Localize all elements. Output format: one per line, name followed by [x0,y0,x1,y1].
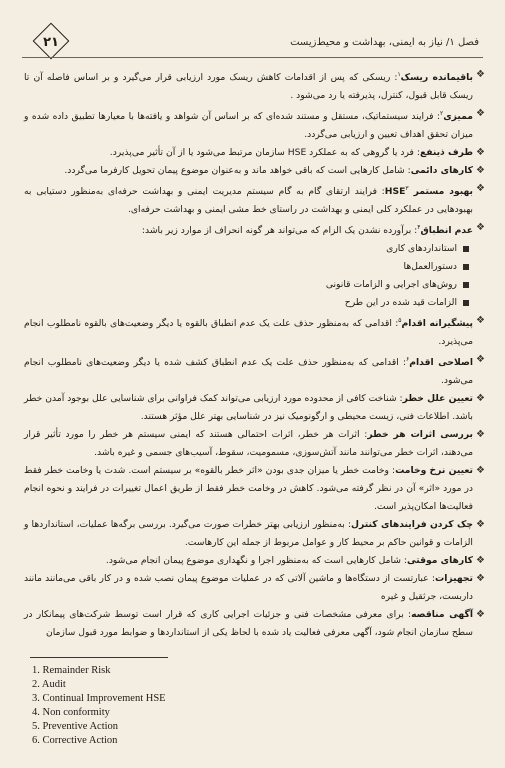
page-header [22,31,483,58]
definition-text: : اثرات هر خطر، اثرات احتمالی هستند که ایمنی سیستم هر خطر را مورد تأثیر قرار می‌دهند، اثرات خطر می‌توانند مانند آتش‌سوزی، مسمومیت، سقوط، آسیب‌های جسمی و غیره باشد. [24,429,473,459]
definition-term: تعیین علل خطر [402,393,473,405]
definition-text: : فرایند سیستماتیک، مستقل و مستند شده‌ای که بر اساس آن شواهد و یافته‌ها با معیارها تطبیق داده شده و میزان تحقق اهداف تعیین و ارزیابی می‌گردد. [24,111,473,141]
diamond-bullet-icon: ❖ [476,609,485,621]
definition-text: : وخامت خطر یا میزان جدی بودن «اثر خطر بالقوه» بر سیستم است. شدت یا وخامت خطر فقط در مورد «اثر» آن در نظر گرفته می‌شود. کاهش در وخامت خطر فقط از طریق اعمال تغییرات در فرایند و نحوه انجام فعالیت‌ها امکان‌پذیر است. [24,465,473,513]
square-bullet-icon [463,300,469,306]
footnote: 6. Corrective Action [32,735,118,746]
definition-text: : اقدامی که به‌منظور حذف علت یک عدم انطباق کشف شده یا دیگر وضعیت‌های نامطلوب انجام می‌شود. [24,357,473,387]
definition-entry [24,606,485,642]
definition-text: : برآورده نشدن یک الزام که می‌تواند هر گونه انحراف از موارد زیر باشد: [141,225,418,237]
definition-term: تعیین نرخ وخامت [395,465,473,477]
diamond-bullet-icon: ❖ [476,519,485,531]
page-number: ۲۱ [34,29,68,55]
sub-list-text: استانداردهای کاری [386,243,457,255]
sub-list-item [24,294,485,312]
definition-text: : شامل کارهایی است که به‌منظور اجرا و نگهداری موضوع پیمان انجام می‌شود. [105,555,407,567]
diamond-bullet-icon: ❖ [476,222,485,234]
definition-entry [24,516,485,552]
diamond-bullet-icon: ❖ [476,108,485,120]
diamond-bullet-icon: ❖ [476,573,485,585]
footnotes [32,664,166,748]
definition-entry [24,552,485,570]
definition-entry [24,570,485,606]
definition-entry [24,312,485,351]
definition-entry [24,66,485,105]
definition-term: آگهی مناقصه [411,609,473,621]
footnote-marker: ۱ [397,71,401,78]
definition-term: پیشگیرانه اقدام [401,318,473,330]
definition-term: تجهیزات [435,573,473,585]
definition-entry [24,390,485,426]
definition-entry [24,105,485,144]
diamond-bullet-icon: ❖ [476,165,485,177]
diamond-bullet-icon: ❖ [476,147,485,159]
diamond-bullet-icon: ❖ [476,555,485,567]
sub-list-item [24,276,485,294]
definition-text: : فرایند ارتقای گام به گام سیستم مدیریت ایمنی و بهداشت حرفه‌ای به‌منظور دستیابی به بهبودهایی در عملکرد کلی ایمنی و بهداشت در راستای خط مشی ایمنی و بهداشت حرفه‌ای. [24,186,473,216]
square-bullet-icon [463,246,469,252]
definition-term: ممیزی [443,111,473,123]
definition-entry [24,144,485,162]
sub-list-text: دستورالعمل‌ها [403,261,457,273]
definition-entry [24,462,485,516]
definition-text: : به‌منظور ارزیابی بهتر خطرات صورت می‌گیرد. بررسی برگه‌ها عملیات، استانداردها و الزامات و قوانین حاکم بر محیط کار و عوامل مربوط از جمله این کارهاست. [24,519,473,549]
footnote: 4. Non conformity [32,707,110,718]
definition-term: بررسی اثرات هر خطر [367,429,473,441]
definition-text: : ریسکی که پس از اقدامات کاهش ریسک مورد ارزیابی قرار می‌گیرد و بر اساس فاصله آن تا ریسک قابل قبول، کنترل، پذیرفته یا رد می‌شود . [24,72,473,102]
footnote: 1. Remainder Risk [32,665,111,676]
diamond-bullet-icon: ❖ [476,465,485,477]
running-head: فصل ۱/ نیاز به ایمنی، بهداشت و محیط‌زیست [290,37,479,48]
footnote: 2. Audit [32,679,66,690]
definition-entry [24,219,485,240]
diamond-bullet-icon: ❖ [476,429,485,441]
page-body [24,66,485,642]
definition-term: کارهای دائمی [410,165,473,177]
diamond-bullet-icon: ❖ [476,354,485,366]
definition-term: عدم انطباق [420,225,473,237]
definition-text: : اقدامی که به‌منظور حذف علت یک عدم انطباق بالقوه یا دیگر وضعیت‌های بالقوه نامطلوب انجام می‌پذیرد. [24,318,473,348]
definition-text: : برای معرفی مشخصات فنی و جزئیات اجرایی کاری که قرار است توسط شرکت‌های پیمانکار در سطح سازمان انجام شود، آگهی معرفی فعالیت یاد شده با لحاظ یکی از استانداردها و ضوابط مورد قبول سازمان [24,609,473,639]
sub-list-text: روش‌های اجرایی و الزامات قانونی [325,279,457,291]
sub-list-text: الزامات قید شده در این طرح [344,297,457,309]
definition-term: چک کردن فرایندهای کنترل [351,519,473,531]
definition-entry [24,426,485,462]
footnote-marker: ۶ [406,356,410,364]
footnote: 5. Preventive Action [32,721,119,732]
footnote-rule [30,657,168,658]
definition-text: : فرد یا گروهی که به عملکرد HSE سازمان مرتبط می‌شود یا از آن تأثیر می‌پذیرد. [109,147,420,159]
definition-text: : عبارتست از دستگاه‌ها و ماشین آلاتی که در عملیات موضوع پیمان نصب شده و در کار باقی می‌مانند مانند داربست، جرثقیل و غیره [24,573,473,603]
definition-entry [24,162,485,180]
sub-list-item [24,240,485,258]
definition-term: طرف ذینفع [419,147,473,159]
definition-term: کارهای موقتی [406,555,473,567]
sub-list-item [24,258,485,276]
footnote: 3. Continual Improvement HSE [32,693,166,704]
footnote-marker: ۴ [417,224,421,232]
definition-term: باقیمانده ریسک [400,72,473,84]
diamond-bullet-icon: ❖ [476,393,485,405]
square-bullet-icon [463,264,469,270]
footnote-marker: ۵ [398,317,402,325]
definition-entry [24,351,485,390]
footnote-marker: ۳ [405,185,409,193]
diamond-bullet-icon: ❖ [476,315,485,327]
definition-text: : شامل کارهایی است که باقی خواهد ماند و به‌عنوان موضوع پیمان تحویل کارفرما می‌گردد. [64,165,411,177]
definition-term: اصلاحی اقدام [409,357,474,369]
definition-term: بهبود مستمر HSE [384,186,473,198]
square-bullet-icon [463,282,469,288]
definition-text: : شناخت کافی از محدوده مورد ارزیابی می‌تواند کمک فراوانی برای شناسایی علل بوجود آمدن خطر باشد. اطلاعات فنی، زیست محیطی و ارگونومیک نیز در شناسایی بهتر علل مؤثر هستند. [24,393,473,423]
diamond-bullet-icon: ❖ [476,183,485,195]
diamond-bullet-icon: ❖ [476,69,485,80]
footnote-marker: ۲ [440,110,444,118]
definition-entry [24,180,485,219]
